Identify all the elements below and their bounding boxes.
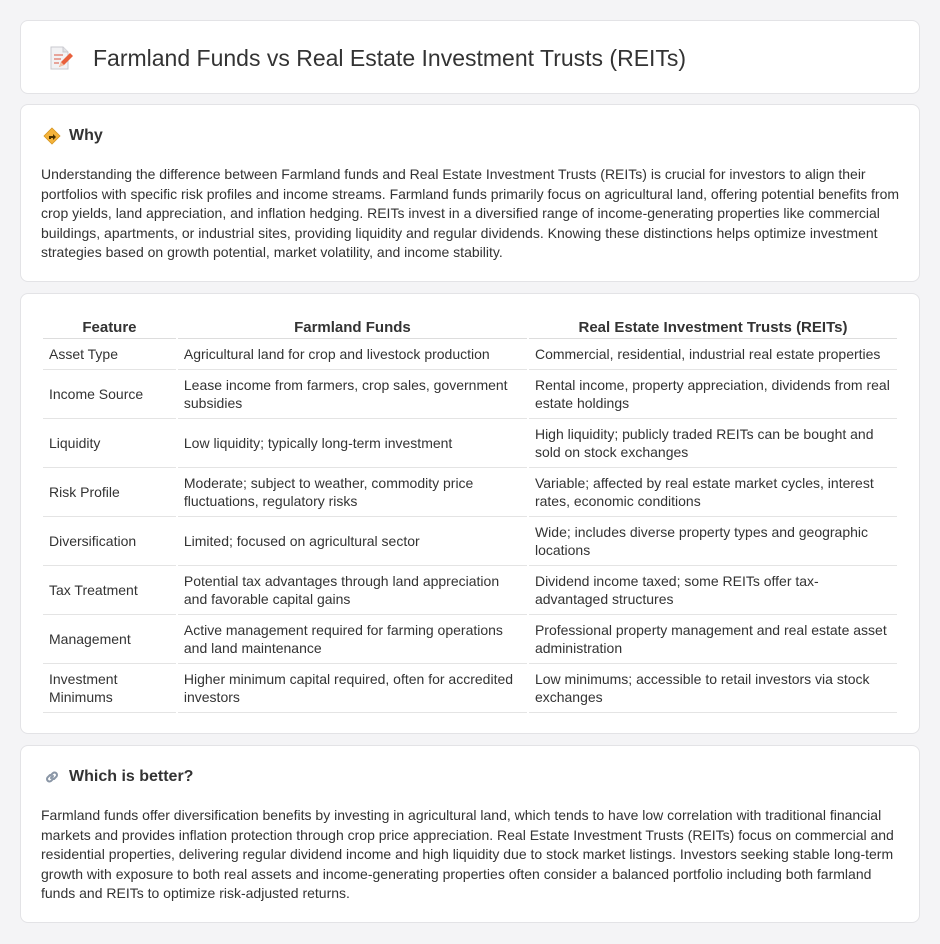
reits-cell: Variable; affected by real estate market cycles, interest rates, economic conditions	[529, 468, 897, 517]
feature-cell: Asset Type	[43, 339, 176, 370]
title-card	[20, 20, 920, 94]
table-row	[43, 615, 897, 664]
document-pencil-icon	[47, 45, 73, 71]
feature-cell: Liquidity	[43, 419, 176, 468]
feature-cell: Risk Profile	[43, 468, 176, 517]
feature-cell: Income Source	[43, 370, 176, 419]
better-text: Farmland funds offer diversification benefits by investing in agricultural land, which tends to have low correlation with traditional financial markets and provides inflation protection through crop price appreciation. Real Estate Investment Trusts (REITs) focus on commercial and residential properties, delivering regular dividend income and high liquidity due to stock market listings. Investors seeking stable long-term growth with exposure to both real assets and income-generating properties often consider a balanced portfolio including both farmland funds and REITs to optimize risk-adjusted returns.	[41, 807, 894, 902]
why-section	[20, 104, 920, 282]
comparison-section	[20, 293, 920, 734]
road-sign-icon	[43, 127, 61, 145]
header-reits: Real Estate Investment Trusts (REITs)	[529, 315, 897, 339]
feature-cell: Management	[43, 615, 176, 664]
reits-cell: Professional property management and real estate asset administration	[529, 615, 897, 664]
why-text: Understanding the difference between Farmland funds and Real Estate Investment Trusts (REITs) is crucial for investors to align their portfolios with specific risk profiles and income streams. Farmland funds primarily focus on agricultural land, offering potential benefits from crop yields, land appreciation, and inflation hedging. REITs invest in a diversified range of income-generating properties like commercial buildings, apartments, or industrial sites, providing liquidity and regular dividends. Knowing these distinctions helps optimize investment strategies based on growth potential, market volatility, and income stability.	[41, 166, 900, 261]
reits-cell: High liquidity; publicly traded REITs can be bought and sold on stock exchanges	[529, 419, 897, 468]
why-header	[43, 127, 103, 145]
why-heading: Why	[69, 127, 103, 144]
header-farmland: Farmland Funds	[178, 315, 527, 339]
link-icon	[43, 768, 61, 786]
better-section	[20, 745, 920, 923]
farmland-cell: Limited; focused on agricultural sector	[178, 517, 527, 566]
reits-cell: Commercial, residential, industrial real estate properties	[529, 339, 897, 370]
table-row	[43, 370, 897, 419]
farmland-cell: Agricultural land for crop and livestock production	[178, 339, 527, 370]
title-row	[47, 21, 686, 95]
table-row	[43, 419, 897, 468]
table-row	[43, 468, 897, 517]
reits-cell: Wide; includes diverse property types and geographic locations	[529, 517, 897, 566]
table-row	[43, 566, 897, 615]
reits-cell: Rental income, property appreciation, dividends from real estate holdings	[529, 370, 897, 419]
farmland-cell: Moderate; subject to weather, commodity price fluctuations, regulatory risks	[178, 468, 527, 517]
header-feature: Feature	[43, 315, 176, 339]
farmland-cell: Lease income from farmers, crop sales, government subsidies	[178, 370, 527, 419]
reits-cell: Low minimums; accessible to retail investors via stock exchanges	[529, 664, 897, 713]
table-row	[43, 517, 897, 566]
farmland-cell: Active management required for farming operations and land maintenance	[178, 615, 527, 664]
better-heading: Which is better?	[69, 768, 194, 785]
feature-cell: Investment Minimums	[43, 664, 176, 713]
table-header-row	[43, 315, 897, 339]
feature-cell: Diversification	[43, 517, 176, 566]
better-header	[43, 768, 193, 786]
reits-cell: Dividend income taxed; some REITs offer tax-advantaged structures	[529, 566, 897, 615]
feature-cell: Tax Treatment	[43, 566, 176, 615]
farmland-cell: Potential tax advantages through land appreciation and favorable capital gains	[178, 566, 527, 615]
farmland-cell: Higher minimum capital required, often for accredited investors	[178, 664, 527, 713]
page-title: Farmland Funds vs Real Estate Investment Trusts (REITs)	[93, 44, 687, 71]
comparison-table	[41, 315, 899, 713]
table-row	[43, 664, 897, 713]
table-row	[43, 339, 897, 370]
farmland-cell: Low liquidity; typically long-term investment	[178, 419, 527, 468]
